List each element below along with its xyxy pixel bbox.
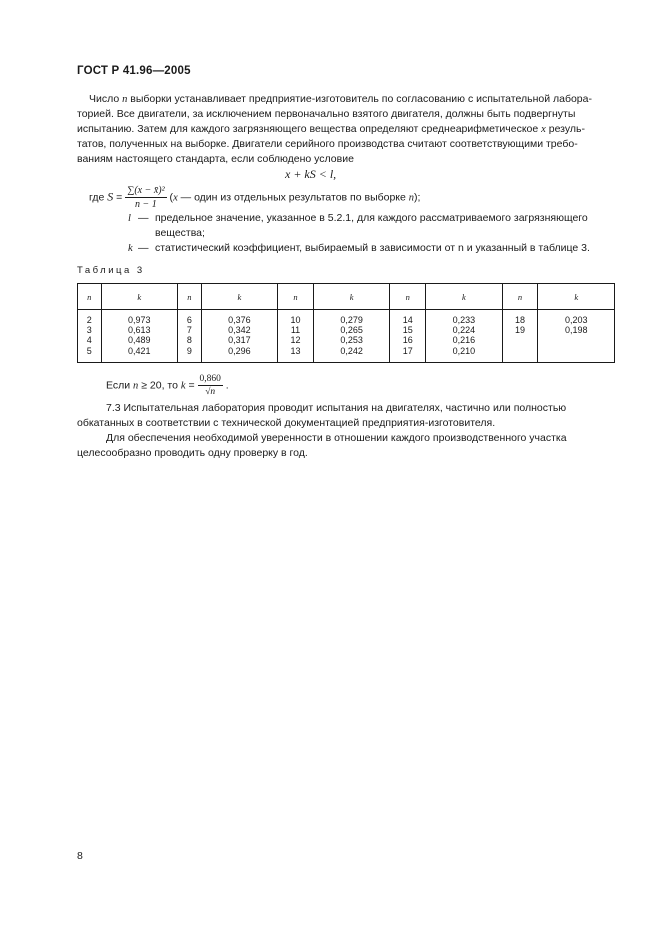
- header-k: k: [538, 284, 615, 310]
- intro-line-2: торией. Все двигатели, за исключением первоначально взятого двигателя, должны быть подвергнуты: [77, 108, 576, 120]
- header-n: n: [178, 284, 202, 310]
- intro-line-3: испытанию. Затем для каждого загрязняющего вещества определяют среднеарифметическое x резуль-: [77, 123, 585, 135]
- table-cell: 0,233 0,224 0,216 0,210: [426, 310, 502, 363]
- header-k: k: [201, 284, 277, 310]
- intro-line-4: татов, полученных на выборке. Двигатели серийного производства считают соответствующими требо-: [77, 138, 578, 150]
- header-n: n: [390, 284, 426, 310]
- intro-line-5: ваниям настоящего стандарта, если соблюдено условие: [77, 153, 354, 165]
- large-n-formula: Если n ≥ 20, то k = $\frac{0,860}{√n}$ .: [106, 374, 229, 397]
- header-k: k: [426, 284, 502, 310]
- table-cell: 0,203 0,198: [538, 310, 615, 363]
- table-row: [78, 310, 615, 363]
- page-number: 8: [77, 850, 83, 862]
- header-k: k: [101, 284, 177, 310]
- header-n: n: [78, 284, 102, 310]
- table-caption: Таблица 3: [77, 265, 145, 276]
- table-cell: 2 3 4 5: [78, 310, 102, 363]
- closing-line-1: Для обеспечения необходимой уверенности в отношении каждого производственного участка: [106, 432, 567, 444]
- section-7-3-line-2: обкатанных в соответствии с технической документацией предприятия-изготовителя.: [77, 417, 496, 429]
- condition-formula: x + kS < l,: [285, 167, 337, 181]
- table-cell: 6 7 8 9: [178, 310, 202, 363]
- page-header: ГОСТ Р 41.96—2005: [77, 65, 191, 77]
- header-n: n: [278, 284, 314, 310]
- coefficient-table: [77, 283, 615, 363]
- s-fraction: $\frac{\text{∑(x − x̄)²}}{n - 1}$: [127, 185, 165, 210]
- table-cell: 18 19: [502, 310, 538, 363]
- header-k: k: [313, 284, 389, 310]
- section-7-3-line-1: 7.3 Испытательная лаборатория проводит испытания на двигателях, частично или полностью: [106, 402, 567, 414]
- table-cell: 10 11 12 13: [278, 310, 314, 363]
- s-definition: где S = $\frac{\text{∑(x − x̄)²}}{n - 1}$ (x — один из отдельных результатов по выборке n);: [89, 185, 421, 210]
- header-n: n: [502, 284, 538, 310]
- table-cell: 0,376 0,342 0,317 0,296: [201, 310, 277, 363]
- closing-line-2: целесообразно проводить одну проверку в год.: [77, 447, 308, 459]
- k-fraction: $\frac{0,860}{√n}$: [199, 374, 221, 397]
- intro-line-1: Число n выборки устанавливает предприятие-изготовитель по согласованию с испытательной лабора-: [89, 93, 592, 105]
- document-page: ГОСТ Р 41.96—2005 Число n выборки устанавливает предприятие-изготовитель по согласованию с испытательной лабора- торией. Все двигатели, за исключением первоначально взятого двигателя, должны быть подвергнуты испытанию. Затем для каждого загрязняющего вещества определяют среднеарифметическое x резуль- татов, полученных на выборке. Двигатели серийного производства считают соответствующими требо- ваниям настоящего стандарта, если соблюдено условие x + kS < l, где S = $\frac{\text{∑(x − x̄)²}}{n - 1}$ (x — один из отдельных результатов по выборке n); l — предельное значение, указанное в 5.2.1, для каждого рассматриваемого загрязняющего вещества; k — статистический коэффициент, выбираемый в зависимости от n и указанный в таблице 3. Таблица 3 n k n k n k n k n k 2 3 4 5 0,973 0,613 0,489 0,421 6 7 8 9 0,376 0,342 0,317 0,296 10 11 12 13 0,279 0,265 0,253 0,242 14 15 16 17 0,233 0,224 0,216 0,210 18 19 0,203 0,198 Если n ≥ 20, то k = $\frac{0,860}{√n}$ . 7.3 Испытательная лаборатория проводит испытания на двигателях, частично или полностью обкатанных в соответствии с технической документацией предприятия-изготовителя. Для обеспечения необходимой уверенности в отношении каждого производственного участка целесообразно проводить одну проверку в год. 8: [0, 0, 661, 936]
- table-header-row: [78, 284, 615, 310]
- table-cell: 14 15 16 17: [390, 310, 426, 363]
- table-cell: 0,279 0,265 0,253 0,242: [313, 310, 389, 363]
- table-cell: 0,973 0,613 0,489 0,421: [101, 310, 177, 363]
